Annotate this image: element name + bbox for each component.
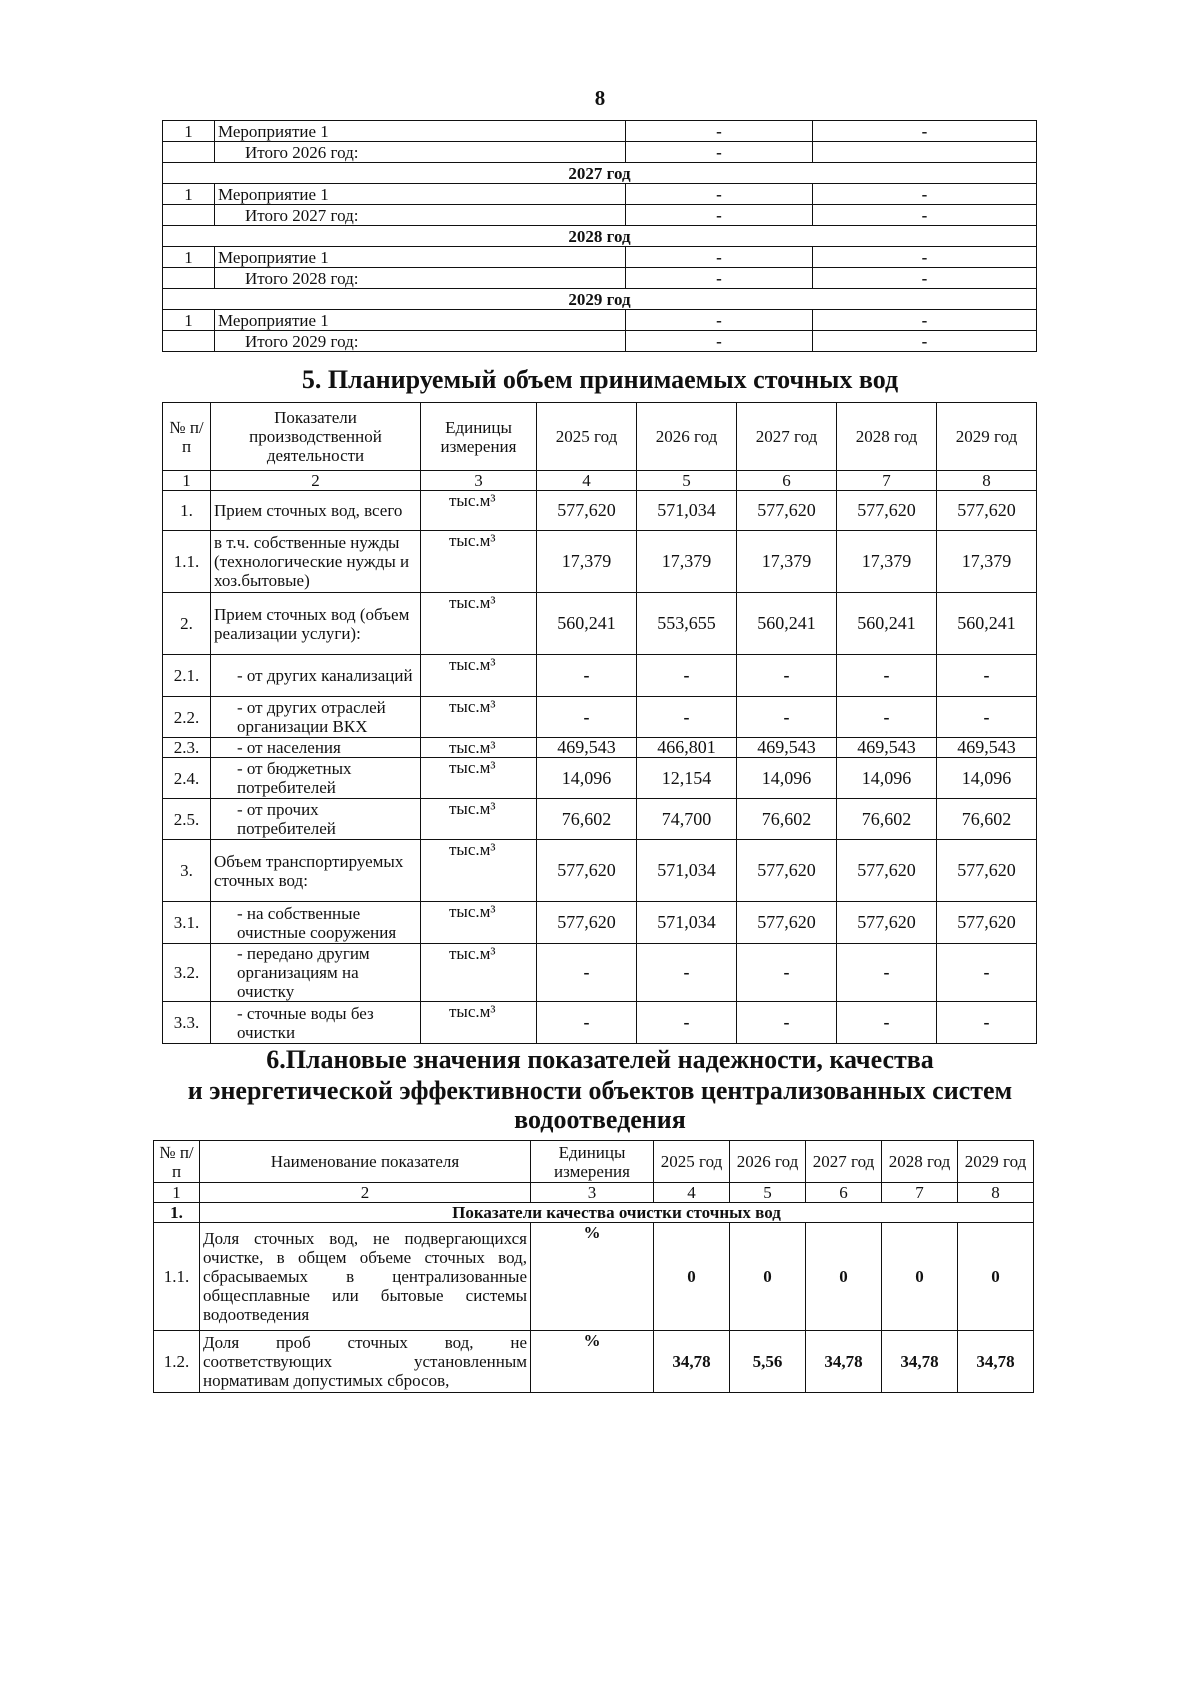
value-cell: - — [637, 1002, 737, 1044]
value-cell: - — [537, 1002, 637, 1044]
header-2026: 2026 год — [730, 1141, 806, 1183]
col-number: 4 — [654, 1183, 730, 1203]
total-label: Итого 2026 год: — [215, 142, 626, 163]
column-number-row — [154, 1183, 1034, 1203]
value-cell: 17,379 — [637, 531, 737, 593]
value-cell: - — [737, 944, 837, 1002]
value-cell: - — [626, 247, 813, 268]
unit-cell: тыс.м³ — [421, 1002, 537, 1044]
header-2027: 2027 год — [806, 1141, 882, 1183]
indicator-name: Доля проб сточных вод, не соответствующих установленным нормативам допустимых сбросов, — [200, 1331, 531, 1393]
value-cell: 469,543 — [537, 738, 637, 758]
column-number-row — [163, 471, 1037, 491]
unit-cell: тыс.м³ — [421, 491, 537, 531]
value-cell: 14,096 — [937, 758, 1037, 799]
value-cell: 14,096 — [537, 758, 637, 799]
group-num: 1. — [154, 1203, 200, 1223]
row-num: 2.5. — [163, 799, 211, 840]
value-cell: 76,602 — [737, 799, 837, 840]
col-number: 8 — [958, 1183, 1034, 1203]
activities-table — [162, 120, 1037, 352]
value-cell: - — [626, 310, 813, 331]
year-row — [163, 163, 1037, 184]
col-number: 6 — [737, 471, 837, 491]
value-cell: - — [813, 268, 1037, 289]
row-num: 1 — [163, 310, 215, 331]
unit-cell: тыс.м³ — [421, 531, 537, 593]
row-num-empty — [163, 268, 215, 289]
value-cell: - — [737, 655, 837, 697]
value-cell: 571,034 — [637, 902, 737, 944]
value-cell: 469,543 — [737, 738, 837, 758]
value-cell: 560,241 — [837, 593, 937, 655]
row-num: 1.1. — [154, 1223, 200, 1331]
col-number: 3 — [421, 471, 537, 491]
reliability-indicators-table — [153, 1140, 1034, 1393]
indicator-name: Объем транспортируемых сточных вод: — [211, 840, 421, 902]
indicator-name: - на собственные очистные сооружения — [211, 902, 421, 944]
item-row — [163, 247, 1037, 268]
total-row — [163, 268, 1037, 289]
indicator-name: - от прочих потребителей — [211, 799, 421, 840]
col-number: 7 — [837, 471, 937, 491]
indicator-name: Прием сточных вод, всего — [211, 491, 421, 531]
header-unit: Единицы измерения — [531, 1141, 654, 1183]
indicator-name: - от населения — [211, 738, 421, 758]
value-cell: 14,096 — [837, 758, 937, 799]
header-unit: Единицы измерения — [421, 403, 537, 471]
unit-cell: тыс.м³ — [421, 840, 537, 902]
table-row — [163, 758, 1037, 799]
value-cell: 74,700 — [637, 799, 737, 840]
value-cell: 560,241 — [737, 593, 837, 655]
total-label: Итого 2029 год: — [215, 331, 626, 352]
year-label: 2027 год — [163, 163, 1037, 184]
col-number: 2 — [211, 471, 421, 491]
col-number: 6 — [806, 1183, 882, 1203]
row-num: 3.3. — [163, 1002, 211, 1044]
section6-title-line3: водоотведения — [514, 1105, 686, 1134]
total-row — [163, 331, 1037, 352]
wastewater-volume-table — [162, 402, 1037, 1044]
year-label: 2028 год — [163, 226, 1037, 247]
indicator-name: в т.ч. собственные нужды (технологические нужды и хоз.бытовые) — [211, 531, 421, 593]
row-num: 3.2. — [163, 944, 211, 1002]
unit-cell: % — [531, 1223, 654, 1331]
value-cell: 14,096 — [737, 758, 837, 799]
table-row — [163, 655, 1037, 697]
header-indicator: Показатели производственной деятельности — [211, 403, 421, 471]
unit-cell: тыс.м³ — [421, 697, 537, 738]
row-num: 1. — [163, 491, 211, 531]
value-cell: - — [637, 697, 737, 738]
row-num-empty — [163, 205, 215, 226]
value-cell: - — [813, 184, 1037, 205]
value-cell: - — [537, 944, 637, 1002]
activity-name: Мероприятие 1 — [215, 184, 626, 205]
row-num: 1 — [163, 121, 215, 142]
table-header-row — [163, 403, 1037, 471]
col-number: 5 — [637, 471, 737, 491]
value-cell: 577,620 — [937, 840, 1037, 902]
value-cell — [813, 142, 1037, 163]
col-number: 7 — [882, 1183, 958, 1203]
row-num-empty — [163, 142, 215, 163]
value-cell: - — [837, 944, 937, 1002]
value-cell: - — [537, 697, 637, 738]
indicator-name: Доля сточных вод, не подвергающихся очистке, в общем объеме сточных вод, сбрасываемых в централизованные общесплавные или бытовые системы водоотведения — [200, 1223, 531, 1331]
header-2029: 2029 год — [958, 1141, 1034, 1183]
header-num: № п/п — [154, 1141, 200, 1183]
section6-title-line1: 6.Плановые значения показателей надежности, качества — [266, 1045, 934, 1074]
table-row — [163, 738, 1037, 758]
value-cell: - — [626, 142, 813, 163]
value-cell: - — [813, 310, 1037, 331]
col-number: 1 — [163, 471, 211, 491]
unit-cell: тыс.м³ — [421, 738, 537, 758]
value-cell: - — [737, 697, 837, 738]
value-cell: 577,620 — [737, 902, 837, 944]
col-number: 3 — [531, 1183, 654, 1203]
value-cell: 12,154 — [637, 758, 737, 799]
value-cell: 76,602 — [837, 799, 937, 840]
table-row — [163, 1002, 1037, 1044]
value-cell: 0 — [730, 1223, 806, 1331]
table-row — [163, 593, 1037, 655]
value-cell: - — [737, 1002, 837, 1044]
row-num: 1.2. — [154, 1331, 200, 1393]
row-num: 2.3. — [163, 738, 211, 758]
indicator-name: - передано другим организациям на очистку — [211, 944, 421, 1002]
value-cell: 577,620 — [537, 902, 637, 944]
unit-cell: тыс.м³ — [421, 902, 537, 944]
value-cell: 0 — [882, 1223, 958, 1331]
row-num: 2. — [163, 593, 211, 655]
value-cell: - — [637, 944, 737, 1002]
table-row — [154, 1223, 1034, 1331]
group-row — [154, 1203, 1034, 1223]
value-cell: 34,78 — [958, 1331, 1034, 1393]
activity-name: Мероприятие 1 — [215, 121, 626, 142]
year-row — [163, 226, 1037, 247]
row-num: 1.1. — [163, 531, 211, 593]
unit-cell: тыс.м³ — [421, 758, 537, 799]
value-cell: - — [813, 331, 1037, 352]
value-cell: - — [937, 944, 1037, 1002]
value-cell: 0 — [958, 1223, 1034, 1331]
item-row — [163, 184, 1037, 205]
value-cell: - — [626, 205, 813, 226]
value-cell: - — [626, 268, 813, 289]
row-num: 3.1. — [163, 902, 211, 944]
table-header-row — [154, 1141, 1034, 1183]
value-cell: 466,801 — [637, 738, 737, 758]
value-cell: 5,56 — [730, 1331, 806, 1393]
value-cell: - — [837, 655, 937, 697]
section5-title: 5. Планируемый объем принимаемых сточных вод — [301, 365, 899, 394]
indicator-name: - сточные воды без очистки — [211, 1002, 421, 1044]
indicator-name: - от других отраслей организации ВКХ — [211, 697, 421, 738]
value-cell: 577,620 — [737, 491, 837, 531]
col-number: 1 — [154, 1183, 200, 1203]
total-row — [163, 142, 1037, 163]
value-cell: - — [626, 331, 813, 352]
value-cell: 577,620 — [837, 491, 937, 531]
item-row — [163, 121, 1037, 142]
value-cell: 571,034 — [637, 840, 737, 902]
value-cell: 76,602 — [937, 799, 1037, 840]
value-cell: 17,379 — [737, 531, 837, 593]
table-row — [163, 491, 1037, 531]
unit-cell: тыс.м³ — [421, 944, 537, 1002]
value-cell: - — [937, 697, 1037, 738]
value-cell: 577,620 — [837, 840, 937, 902]
value-cell: 577,620 — [537, 491, 637, 531]
value-cell: 469,543 — [937, 738, 1037, 758]
value-cell: 553,655 — [637, 593, 737, 655]
value-cell: 577,620 — [837, 902, 937, 944]
value-cell: 17,379 — [837, 531, 937, 593]
value-cell: 560,241 — [537, 593, 637, 655]
page-number: 8 — [594, 86, 606, 110]
header-indicator-name: Наименование показателя — [200, 1141, 531, 1183]
total-label: Итого 2028 год: — [215, 268, 626, 289]
value-cell: 0 — [806, 1223, 882, 1331]
indicator-name: - от других канализаций — [211, 655, 421, 697]
table-row — [163, 531, 1037, 593]
col-number: 4 — [537, 471, 637, 491]
value-cell: 560,241 — [937, 593, 1037, 655]
row-num-empty — [163, 331, 215, 352]
activity-name: Мероприятие 1 — [215, 247, 626, 268]
value-cell: 17,379 — [537, 531, 637, 593]
header-2025: 2025 год — [654, 1141, 730, 1183]
col-number: 2 — [200, 1183, 531, 1203]
row-num: 2.4. — [163, 758, 211, 799]
value-cell: 76,602 — [537, 799, 637, 840]
value-cell: 469,543 — [837, 738, 937, 758]
header-2026: 2026 год — [637, 403, 737, 471]
header-2029: 2029 год — [937, 403, 1037, 471]
value-cell: - — [813, 205, 1037, 226]
value-cell: 577,620 — [737, 840, 837, 902]
value-cell: 577,620 — [937, 902, 1037, 944]
unit-cell: тыс.м³ — [421, 655, 537, 697]
activity-name: Мероприятие 1 — [215, 310, 626, 331]
total-label: Итого 2027 год: — [215, 205, 626, 226]
value-cell: - — [637, 655, 737, 697]
value-cell: 571,034 — [637, 491, 737, 531]
section6-title-line2: и энергетической эффективности объектов централизованных систем — [187, 1076, 1013, 1105]
row-num: 2.1. — [163, 655, 211, 697]
unit-cell: тыс.м³ — [421, 799, 537, 840]
group-title: Показатели качества очистки сточных вод — [200, 1203, 1034, 1223]
table-row — [163, 944, 1037, 1002]
value-cell: - — [937, 1002, 1037, 1044]
value-cell: 34,78 — [882, 1331, 958, 1393]
value-cell: - — [813, 121, 1037, 142]
value-cell: 34,78 — [654, 1331, 730, 1393]
year-label: 2029 год — [163, 289, 1037, 310]
value-cell: - — [837, 697, 937, 738]
indicator-name: - от бюджетных потребителей — [211, 758, 421, 799]
unit-cell: тыс.м³ — [421, 593, 537, 655]
item-row — [163, 310, 1037, 331]
total-row — [163, 205, 1037, 226]
unit-cell: % — [531, 1331, 654, 1393]
value-cell: - — [813, 247, 1037, 268]
indicator-name: Прием сточных вод (объем реализации услуги): — [211, 593, 421, 655]
col-number: 8 — [937, 471, 1037, 491]
value-cell: 17,379 — [937, 531, 1037, 593]
table-row — [163, 840, 1037, 902]
header-2028: 2028 год — [882, 1141, 958, 1183]
header-num: № п/п — [163, 403, 211, 471]
value-cell: 577,620 — [537, 840, 637, 902]
value-cell: - — [626, 121, 813, 142]
row-num: 1 — [163, 247, 215, 268]
table-row — [154, 1331, 1034, 1393]
year-row — [163, 289, 1037, 310]
table-row — [163, 902, 1037, 944]
header-2025: 2025 год — [537, 403, 637, 471]
table-row — [163, 799, 1037, 840]
table-row — [163, 697, 1037, 738]
row-num: 1 — [163, 184, 215, 205]
row-num: 2.2. — [163, 697, 211, 738]
value-cell: - — [837, 1002, 937, 1044]
value-cell: 0 — [654, 1223, 730, 1331]
header-2027: 2027 год — [737, 403, 837, 471]
row-num: 3. — [163, 840, 211, 902]
value-cell: 34,78 — [806, 1331, 882, 1393]
header-2028: 2028 год — [837, 403, 937, 471]
value-cell: - — [537, 655, 637, 697]
value-cell: 577,620 — [937, 491, 1037, 531]
value-cell: - — [937, 655, 1037, 697]
value-cell: - — [626, 184, 813, 205]
col-number: 5 — [730, 1183, 806, 1203]
